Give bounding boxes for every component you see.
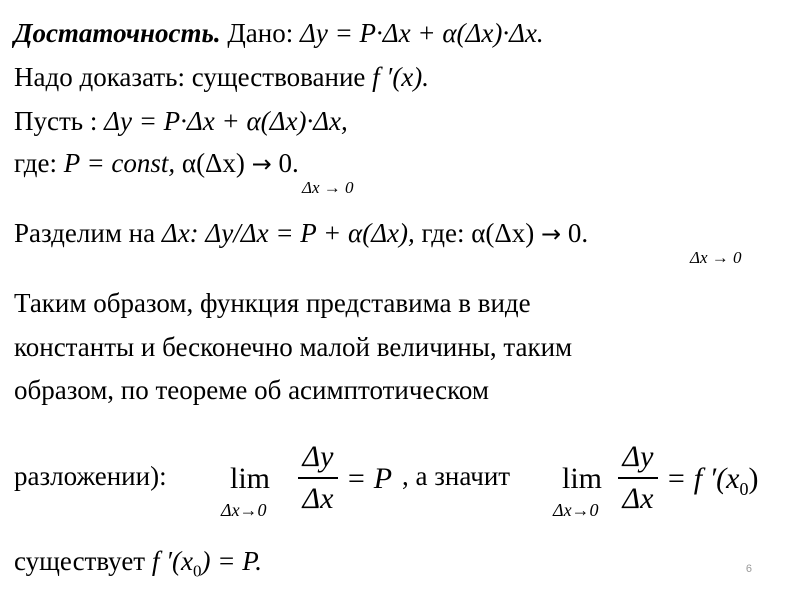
line-where-const <box>14 150 299 177</box>
line-sufficiency <box>14 20 544 47</box>
given-label: Дано: <box>227 18 294 48</box>
fraction-2-denominator: Δx <box>622 481 654 515</box>
limit-subscript-1: Δx → 0 <box>302 178 354 197</box>
to-prove-text: Надо доказать: существование <box>14 62 366 92</box>
fraction-1-numerator: Δy <box>302 440 334 473</box>
lim-word-2: lim <box>562 462 603 495</box>
lim-2-rhs <box>666 462 758 500</box>
lim-1-rhs: = P <box>346 462 393 495</box>
therefore-text: , а значит <box>402 461 511 491</box>
exists-sub: 0 <box>193 561 202 581</box>
lim-2-rhs-main: = f ′(x <box>666 462 740 495</box>
line-exists <box>14 548 262 579</box>
paragraph-line-3: образом, по теореме об асимптотическом <box>14 375 489 405</box>
exists-text: существует <box>14 546 146 576</box>
divide-alpha: α(Δx) <box>471 218 535 248</box>
divide-formula: Δy/Δx = P + α(Δx), <box>205 218 415 248</box>
divide-zero: 0. <box>567 218 589 248</box>
paragraph-line-1: Таким образом, функция представима в виде <box>14 288 531 318</box>
derivative-expr: f ′(x). <box>372 62 430 92</box>
sufficiency-title: Достаточность. <box>14 18 221 48</box>
paragraph-line-2: константы и бесконечно малой величины, таким <box>14 332 573 362</box>
line-divide <box>14 220 588 247</box>
divide-dx: Δx: <box>161 218 199 248</box>
line-to-prove <box>14 64 429 91</box>
p-const: P = const, <box>63 148 176 178</box>
where-label: где: <box>14 148 57 178</box>
alpha-expr: α(Δx) <box>181 148 245 178</box>
arrow-icon: → <box>251 150 272 178</box>
line-let <box>14 108 348 135</box>
lim-word-1: lim <box>230 462 271 495</box>
decomposition-text: разложении): <box>14 461 167 491</box>
fraction-1-bar <box>298 477 338 479</box>
lim-2-rhs-sub: 0 <box>739 479 749 499</box>
lim-2-rhs-close: ) <box>748 462 759 495</box>
let-text: Пусть : <box>14 106 98 136</box>
limit-subscript-2: Δx → 0 <box>690 248 742 267</box>
exists-formula: f ′(x <box>151 546 194 576</box>
arrow-icon: → <box>540 220 562 248</box>
fraction-2 <box>618 440 658 516</box>
let-formula: Δy = P·Δx + α(Δx)·Δx, <box>104 106 348 136</box>
exists-rest: ) = P. <box>201 546 262 576</box>
zero-value: 0. <box>278 148 299 178</box>
fraction-1-denominator: Δx <box>302 481 334 515</box>
page-number: 6 <box>745 563 752 575</box>
fraction-1 <box>298 440 338 516</box>
lim-sub-1: Δx→0 <box>221 500 267 520</box>
divide-text: Разделим на <box>14 218 156 248</box>
fraction-2-numerator: Δy <box>622 440 654 473</box>
given-formula: Δy = P·Δx + α(Δx)·Δx. <box>299 18 544 48</box>
fraction-2-bar <box>618 477 658 479</box>
lim-sub-2: Δx→0 <box>553 500 599 520</box>
divide-where: где: <box>421 218 465 248</box>
